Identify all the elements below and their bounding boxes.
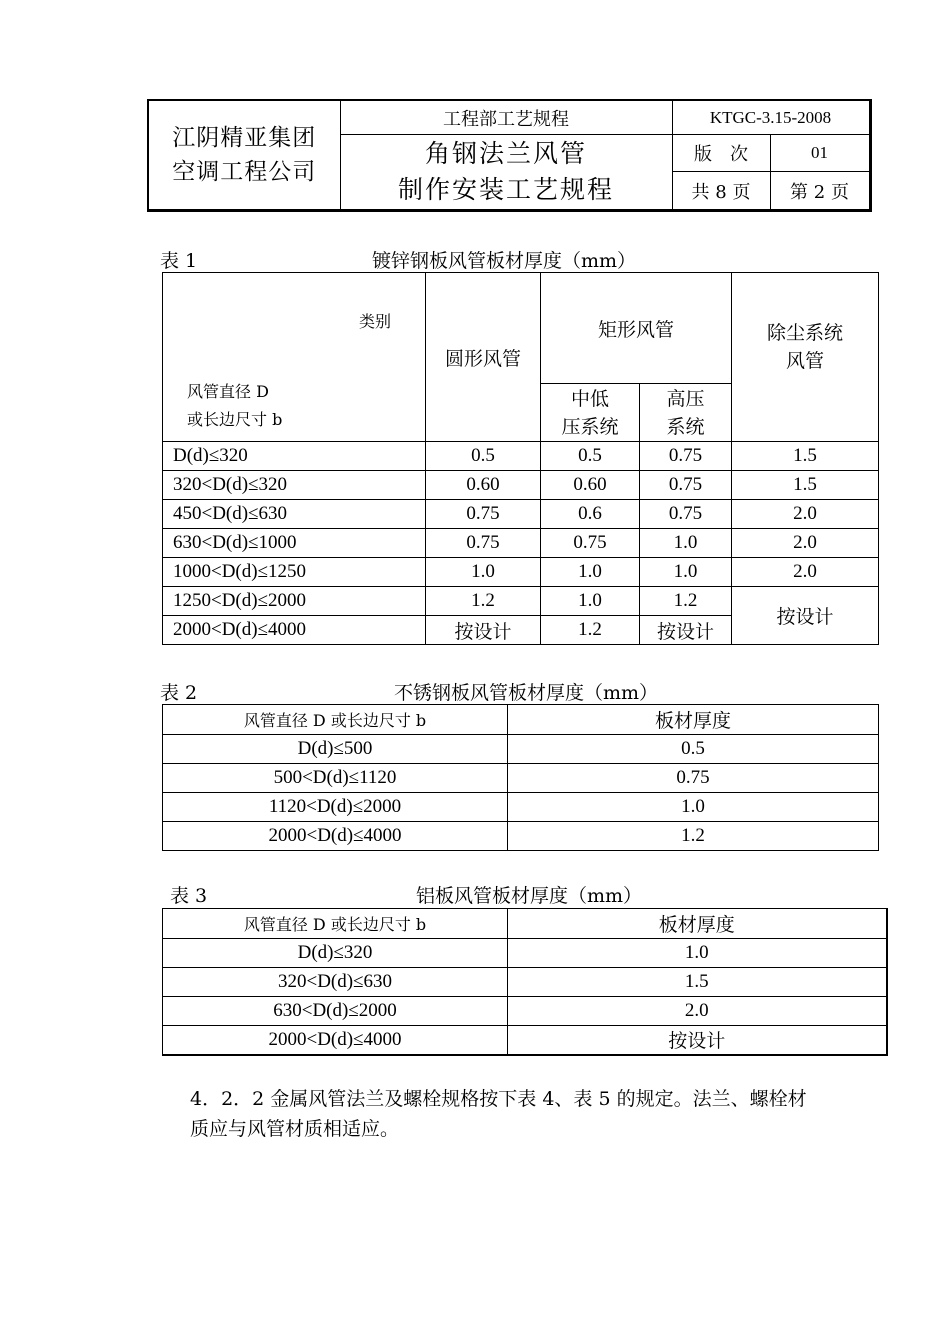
table1-head-rect-high-line1: 高压 <box>666 387 705 410</box>
document-title-line2: 制作安装工艺规程 <box>397 175 614 205</box>
table1-round: 1.0 <box>426 558 541 587</box>
table1-head-round: 圆形风管 <box>426 273 541 442</box>
table1-dust: 2.0 <box>732 500 879 529</box>
table2 <box>162 704 879 851</box>
table1-corner-header <box>163 273 426 442</box>
table1-high: 0.75 <box>640 500 732 529</box>
table1-range: 1250<D(d)≤2000 <box>163 587 426 616</box>
table2-range: 2000<D(d)≤4000 <box>163 822 508 851</box>
table1-head-dust <box>732 273 879 442</box>
table1-low: 1.2 <box>541 616 640 645</box>
table1-head-rect-low-line1: 中低 <box>570 387 609 410</box>
table-row <box>163 500 879 529</box>
table1-round: 0.5 <box>426 442 541 471</box>
table1-dust: 1.5 <box>732 442 879 471</box>
table1-high: 1.0 <box>640 558 732 587</box>
table1-head-rect-high-line2: 系统 <box>666 415 705 438</box>
table1-dust: 1.5 <box>732 471 879 500</box>
table1-low: 0.75 <box>541 529 640 558</box>
document-header <box>147 99 872 212</box>
table-row <box>163 968 887 997</box>
edition-label: 版 次 <box>672 135 770 172</box>
table1 <box>162 272 879 645</box>
table1-dust: 2.0 <box>732 558 879 587</box>
table1-range: D(d)≤320 <box>163 442 426 471</box>
table3-head-dim: 风管直径 D 或长边尺寸 b <box>163 909 508 939</box>
paragraph-line2: 质应与风管材质相适应。 <box>190 1118 400 1140</box>
table1-head-rect-high <box>640 384 732 442</box>
table3-thick: 1.5 <box>508 968 887 997</box>
department-line: 工程部工艺规程 <box>340 100 672 135</box>
table-row <box>163 764 879 793</box>
table1-head-dim-line1: 风管直径 D <box>187 382 269 401</box>
table1-high: 1.0 <box>640 529 732 558</box>
table1-high: 按设计 <box>640 616 732 645</box>
table-row <box>163 558 879 587</box>
table2-head-dim: 风管直径 D 或长边尺寸 b <box>163 705 508 735</box>
table1-range: 320<D(d)≤320 <box>163 471 426 500</box>
table1-head-dust-line1: 除尘系统 <box>767 322 844 344</box>
paragraph-line1: 4．2．2 金属风管法兰及螺栓规格按下表 4、表 5 的规定。法兰、螺栓材 <box>190 1088 807 1110</box>
table3-thick: 按设计 <box>508 1026 887 1055</box>
table1-high: 0.75 <box>640 471 732 500</box>
table2-thick: 1.2 <box>508 822 879 851</box>
table1-head-category: 类别 <box>359 312 392 331</box>
body-paragraph <box>190 1084 890 1144</box>
table2-range: 1120<D(d)≤2000 <box>163 793 508 822</box>
table3-caption: 铝板风管板材厚度（mm） <box>416 885 643 907</box>
table3-range: 630<D(d)≤2000 <box>163 997 508 1026</box>
table1-head-rect: 矩形风管 <box>541 273 732 384</box>
table2-caption: 不锈钢板风管板材厚度（mm） <box>394 682 659 704</box>
table3-range: D(d)≤320 <box>163 939 508 968</box>
table2-range: 500<D(d)≤1120 <box>163 764 508 793</box>
table2-thick: 1.0 <box>508 793 879 822</box>
table3-label: 表 3 <box>170 885 208 907</box>
table2-thick: 0.5 <box>508 735 879 764</box>
table1-low: 0.60 <box>541 471 640 500</box>
table1-low: 0.6 <box>541 500 640 529</box>
table2-range: D(d)≤500 <box>163 735 508 764</box>
table1-range: 450<D(d)≤630 <box>163 500 426 529</box>
table3 <box>162 908 888 1056</box>
table-row <box>163 735 879 764</box>
table1-dust: 按设计 <box>732 587 879 645</box>
table1-head-rect-low-line2: 压系统 <box>561 415 619 438</box>
table1-range: 1000<D(d)≤1250 <box>163 558 426 587</box>
table1-round: 0.75 <box>426 500 541 529</box>
document-code: KTGC-3.15-2008 <box>672 100 870 135</box>
table-row <box>163 471 879 500</box>
table-row <box>163 997 887 1026</box>
table3-head-thick: 板材厚度 <box>508 909 887 939</box>
table3-range: 2000<D(d)≤4000 <box>163 1026 508 1055</box>
page-number: 第 2 页 <box>770 172 870 211</box>
table-row <box>163 1026 887 1055</box>
table1-caption: 镀锌钢板风管板材厚度（mm） <box>372 250 637 272</box>
table1-high: 1.2 <box>640 587 732 616</box>
table3-thick: 2.0 <box>508 997 887 1026</box>
table3-range: 320<D(d)≤630 <box>163 968 508 997</box>
table1-low: 0.5 <box>541 442 640 471</box>
table1-range: 630<D(d)≤1000 <box>163 529 426 558</box>
table-row <box>163 822 879 851</box>
company-name-line1: 江阴精亚集团 <box>172 125 317 151</box>
table1-label: 表 1 <box>160 250 198 272</box>
company-cell <box>148 100 340 211</box>
table-row <box>163 587 879 616</box>
table3-thick: 1.0 <box>508 939 887 968</box>
table2-head-thick: 板材厚度 <box>508 705 879 735</box>
edition-value: 01 <box>770 135 870 172</box>
table1-round: 0.60 <box>426 471 541 500</box>
table1-head-rect-low <box>541 384 640 442</box>
table1-head-dim-line2: 或长边尺寸 b <box>187 410 283 429</box>
table-row <box>163 793 879 822</box>
table-row <box>163 442 879 471</box>
table1-round: 0.75 <box>426 529 541 558</box>
table1-round: 1.2 <box>426 587 541 616</box>
table1-low: 1.0 <box>541 558 640 587</box>
table-row <box>163 529 879 558</box>
table2-thick: 0.75 <box>508 764 879 793</box>
table1-range: 2000<D(d)≤4000 <box>163 616 426 645</box>
table2-label: 表 2 <box>160 682 198 704</box>
total-pages: 共 8 页 <box>672 172 770 211</box>
table1-round: 按设计 <box>426 616 541 645</box>
document-title-cell <box>340 135 672 211</box>
document-title-line1: 角钢法兰风管 <box>424 139 587 169</box>
table1-high: 0.75 <box>640 442 732 471</box>
table1-head-dust-line2: 风管 <box>786 350 825 372</box>
table-row <box>163 939 887 968</box>
table1-dust: 2.0 <box>732 529 879 558</box>
company-name-line2: 空调工程公司 <box>172 159 317 185</box>
table1-low: 1.0 <box>541 587 640 616</box>
